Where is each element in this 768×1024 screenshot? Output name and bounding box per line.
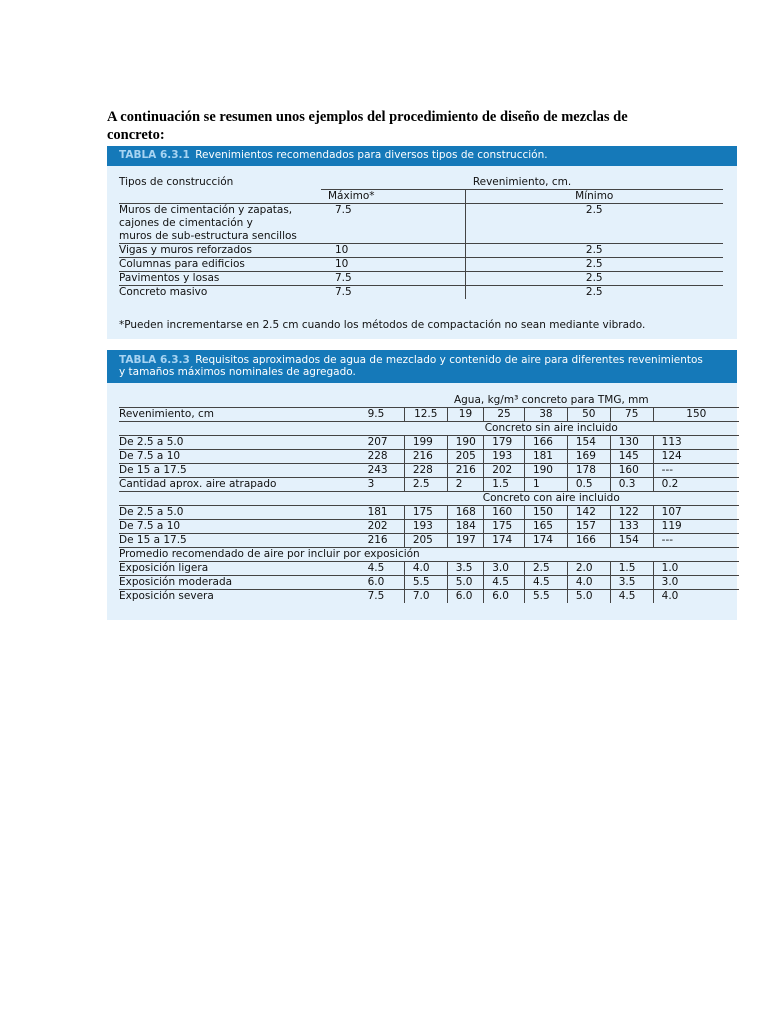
row-value: 1.5 (484, 478, 525, 492)
row-minimo: 2.5 (465, 286, 723, 300)
row-value: 3.0 (484, 562, 525, 576)
row-value: 6.0 (447, 590, 483, 604)
tmg-header: 9.5 (364, 408, 405, 422)
row-value: 181 (364, 506, 405, 520)
revenimientos-table (119, 176, 723, 299)
agua-header: Agua, kg/m³ concreto para TMG, mm (453, 394, 649, 406)
table-row (119, 450, 739, 464)
table-row (119, 204, 723, 218)
tmg-header: 19 (447, 408, 483, 422)
row-value: 216 (447, 464, 483, 478)
row-minimo: 2.5 (465, 272, 723, 286)
row-value: 133 (610, 520, 653, 534)
row-value: 166 (524, 436, 567, 450)
row-value: 160 (610, 464, 653, 478)
row-value: 243 (364, 464, 405, 478)
table-row (119, 230, 723, 244)
row-value: 3.0 (653, 576, 739, 590)
tmg-header: 75 (610, 408, 653, 422)
row-label: Exposición severa (119, 590, 364, 604)
row-tipo: Concreto masivo (119, 286, 321, 300)
row-label: Exposición moderada (119, 576, 364, 590)
row-tipo: muros de sub-estructura sencillos (119, 230, 297, 242)
row-value: 5.5 (404, 576, 447, 590)
row-value: 3 (364, 478, 405, 492)
table-row (119, 217, 723, 230)
caption-line-2: y tamaños máximos nominales de agregado. (119, 366, 356, 378)
row-minimo: 2.5 (465, 258, 723, 272)
sin-aire-rows (119, 436, 739, 492)
row-value: 1 (524, 478, 567, 492)
row-value: 175 (484, 520, 525, 534)
row-value: --- (653, 464, 739, 478)
row-value: 4.0 (567, 576, 610, 590)
row-value: 4.0 (404, 562, 447, 576)
row-value: 4.0 (653, 590, 739, 604)
table-row (119, 506, 739, 520)
header-revenimiento: Revenimiento, cm. (472, 176, 572, 188)
table-row (119, 286, 723, 300)
row-value: 174 (484, 534, 525, 548)
row-maximo: 7.5 (335, 204, 352, 216)
caption-number: TABLA 6.3.1 (119, 149, 190, 161)
header-minimo: Mínimo (465, 190, 723, 204)
table-6-3-1 (107, 146, 737, 339)
tmg-header: 12.5 (404, 408, 447, 422)
row-value: 199 (404, 436, 447, 450)
row-value: 154 (567, 436, 610, 450)
row-tipo: Columnas para edificios (119, 258, 321, 272)
table-row (119, 590, 739, 604)
tmg-header: 38 (524, 408, 567, 422)
table-row (119, 258, 723, 272)
row-value: 190 (447, 436, 483, 450)
table-6-3-1-caption (107, 146, 737, 166)
row-tipo: Vigas y muros reforzados (119, 244, 321, 258)
row-value: 165 (524, 520, 567, 534)
row-label: De 15 a 17.5 (119, 464, 364, 478)
row-value: 2.0 (567, 562, 610, 576)
row-label: Exposición ligera (119, 562, 364, 576)
row-value: 113 (653, 436, 739, 450)
row-value: 174 (524, 534, 567, 548)
row-value: 0.3 (610, 478, 653, 492)
row-value: 142 (567, 506, 610, 520)
row-value: 6.0 (364, 576, 405, 590)
table-row (119, 272, 723, 286)
row-value: 5.5 (524, 590, 567, 604)
row-value: 7.0 (404, 590, 447, 604)
table-row (119, 478, 739, 492)
tmg-header: 150 (653, 408, 739, 422)
row-value: 2 (447, 478, 483, 492)
table-6-3-3-caption (107, 350, 737, 383)
agua-aire-table (119, 394, 739, 603)
row-value: 1.0 (653, 562, 739, 576)
row-value: 150 (524, 506, 567, 520)
table-row (119, 562, 739, 576)
row-value: 4.5 (484, 576, 525, 590)
row-maximo: 7.5 (321, 272, 465, 286)
row-label: De 15 a 17.5 (119, 534, 364, 548)
row-maximo: 10 (321, 244, 465, 258)
row-value: 0.2 (653, 478, 739, 492)
revenimiento-label: Revenimiento, cm (119, 408, 364, 422)
row-label: De 2.5 a 5.0 (119, 436, 364, 450)
tmg-header: 50 (567, 408, 610, 422)
row-value: 179 (484, 436, 525, 450)
section-title: Concreto con aire incluido (364, 492, 739, 506)
row-value: 122 (610, 506, 653, 520)
row-value: 2.5 (524, 562, 567, 576)
row-value: 168 (447, 506, 483, 520)
row-value: 5.0 (567, 590, 610, 604)
row-value: 175 (404, 506, 447, 520)
promedio-label: Promedio recomendado de aire por incluir por exposición (119, 548, 739, 562)
row-value: 202 (364, 520, 405, 534)
table-row (119, 534, 739, 548)
row-value: 130 (610, 436, 653, 450)
row-value: 193 (484, 450, 525, 464)
row-value: 145 (610, 450, 653, 464)
row-label: De 2.5 a 5.0 (119, 506, 364, 520)
row-value: 202 (484, 464, 525, 478)
row-value: 4.5 (610, 590, 653, 604)
intro-paragraph: A continuación se resumen unos ejemplos del procedimiento de diseño de mezclas de concreto: (107, 108, 628, 143)
row-value: 184 (447, 520, 483, 534)
row-value: 6.0 (484, 590, 525, 604)
row-value: 205 (447, 450, 483, 464)
row-value: 7.5 (364, 590, 405, 604)
row-value: 160 (484, 506, 525, 520)
row-value: 1.5 (610, 562, 653, 576)
row-value: 190 (524, 464, 567, 478)
row-value: 205 (404, 534, 447, 548)
caption-text: Revenimientos recomendados para diversos tipos de construcción. (195, 149, 548, 161)
row-value: 4.5 (524, 576, 567, 590)
table-row (119, 244, 723, 258)
row-value: 228 (364, 450, 405, 464)
row-tipo: cajones de cimentación y (119, 217, 253, 229)
row-value: 154 (610, 534, 653, 548)
row-value: 216 (364, 534, 405, 548)
section-title: Concreto sin aire incluido (484, 422, 618, 434)
row-value: 216 (404, 450, 447, 464)
row-value: 178 (567, 464, 610, 478)
table-row (119, 520, 739, 534)
row-value: 0.5 (567, 478, 610, 492)
con-aire-rows (119, 506, 739, 548)
row-label: Cantidad aprox. aire atrapado (119, 478, 364, 492)
row-value: 181 (524, 450, 567, 464)
header-tipos: Tipos de construcción (119, 176, 234, 189)
row-value: 166 (567, 534, 610, 548)
row-label: De 7.5 a 10 (119, 520, 364, 534)
table-row (119, 576, 739, 590)
row-value: 5.0 (447, 576, 483, 590)
caption-number: TABLA 6.3.3 (119, 354, 190, 366)
footnote: *Pueden incrementarse en 2.5 cm cuando los métodos de compactación no sean mediante vibrado. (119, 319, 646, 331)
row-label: De 7.5 a 10 (119, 450, 364, 464)
row-value: 4.5 (364, 562, 405, 576)
row-tipo: Muros de cimentación y zapatas, (119, 204, 293, 216)
row-tipo: Pavimentos y losas (119, 272, 321, 286)
table-row (119, 436, 739, 450)
row-value: 207 (364, 436, 405, 450)
table-6-3-3 (107, 350, 737, 620)
caption-line-1: Requisitos aproximados de agua de mezclado y contenido de aire para diferentes revenimientos (195, 354, 703, 366)
row-value: 157 (567, 520, 610, 534)
row-value: 193 (404, 520, 447, 534)
row-value: 197 (447, 534, 483, 548)
row-value: 228 (404, 464, 447, 478)
row-maximo: 7.5 (321, 286, 465, 300)
row-value: --- (653, 534, 739, 548)
header-maximo: Máximo* (321, 190, 465, 204)
row-minimo: 2.5 (465, 204, 723, 218)
row-value: 124 (653, 450, 739, 464)
row-maximo: 10 (321, 258, 465, 272)
row-value: 3.5 (610, 576, 653, 590)
exposicion-rows (119, 562, 739, 604)
row-value: 3.5 (447, 562, 483, 576)
row-value: 169 (567, 450, 610, 464)
row-value: 119 (653, 520, 739, 534)
table-row (119, 464, 739, 478)
row-value: 107 (653, 506, 739, 520)
tmg-header: 25 (484, 408, 525, 422)
row-minimo: 2.5 (465, 244, 723, 258)
row-value: 2.5 (404, 478, 447, 492)
